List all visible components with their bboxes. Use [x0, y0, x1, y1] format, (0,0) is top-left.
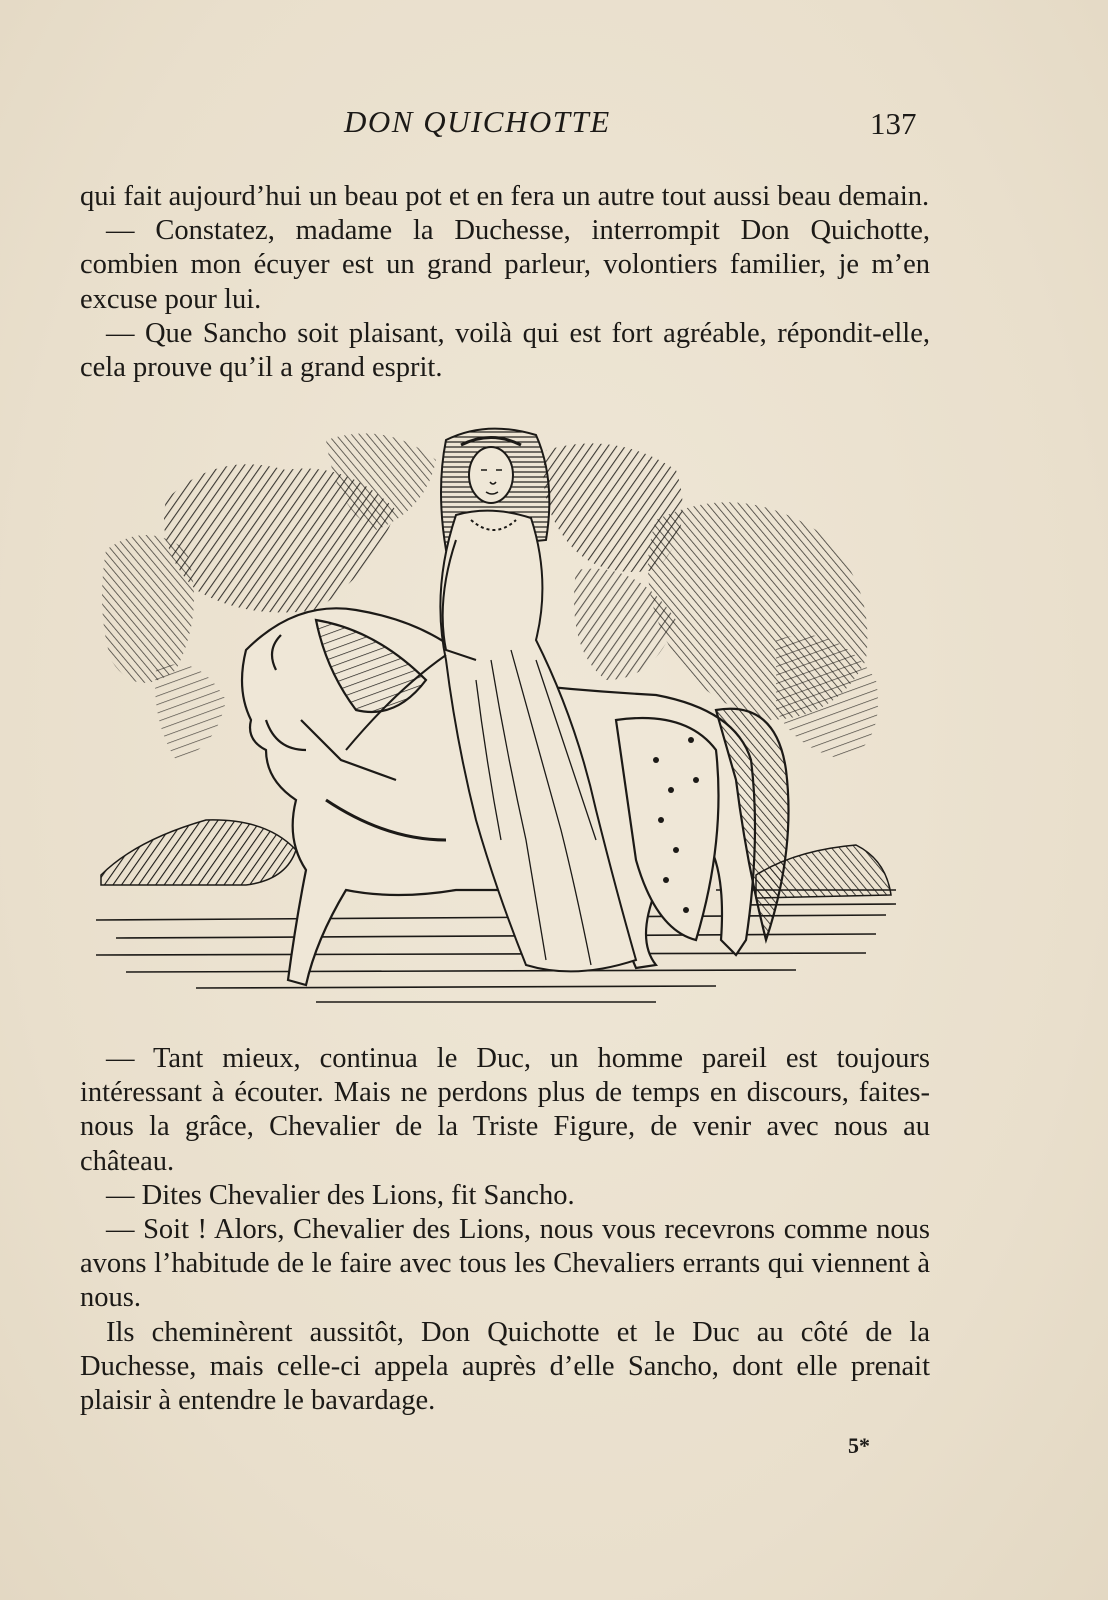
engraving-illustration — [96, 420, 908, 1030]
paragraph-dialogue: — Que Sancho soit plaisant, voilà qui est fort agréable, répondit-elle, cela prouve qu’il a grand esprit. — [80, 317, 930, 384]
page-number: 137 — [870, 106, 917, 141]
paragraph-dialogue: — Constatez, madame la Duchesse, interrompit Don Quichotte, combien mon écuyer est un grand parleur, volontiers familier, je m’en excuse pour lui. — [80, 215, 930, 315]
paragraph-narration: Ils cheminèrent aussitôt, Don Quichotte et le Duc au côté de la Duchesse, mais celle-ci appela auprès d’elle Sancho, dont elle prenait plaisir à entendre le bavardage. — [80, 1316, 930, 1417]
paragraph-continuation: qui fait aujourd’hui un beau pot et en fera un autre tout aussi beau demain. — [80, 181, 930, 212]
running-head — [0, 104, 1108, 144]
paragraph-dialogue: — Dites Chevalier des Lions, fit Sancho. — [106, 1179, 575, 1211]
paragraph-dialogue: — Tant mieux, continua le Duc, un homme pareil est toujours intéressant à écouter. Mais ne perdons plus de temps en discours, faites-nous la grâce, Chevalier de la Triste Figure, de venir avec nous au château. — [80, 1043, 930, 1177]
paragraph-dialogue: — Soit ! Alors, Chevalier des Lions, nous vous recevrons comme nous avons l’habitude de le faire avec tous les Chevaliers errants qui viennent à nous. — [80, 1214, 930, 1314]
bottom-text-block — [80, 1042, 930, 1418]
running-title: DON QUICHOTTE — [344, 104, 611, 139]
signature-mark: 5* — [848, 1433, 870, 1458]
top-text-block — [80, 180, 930, 385]
